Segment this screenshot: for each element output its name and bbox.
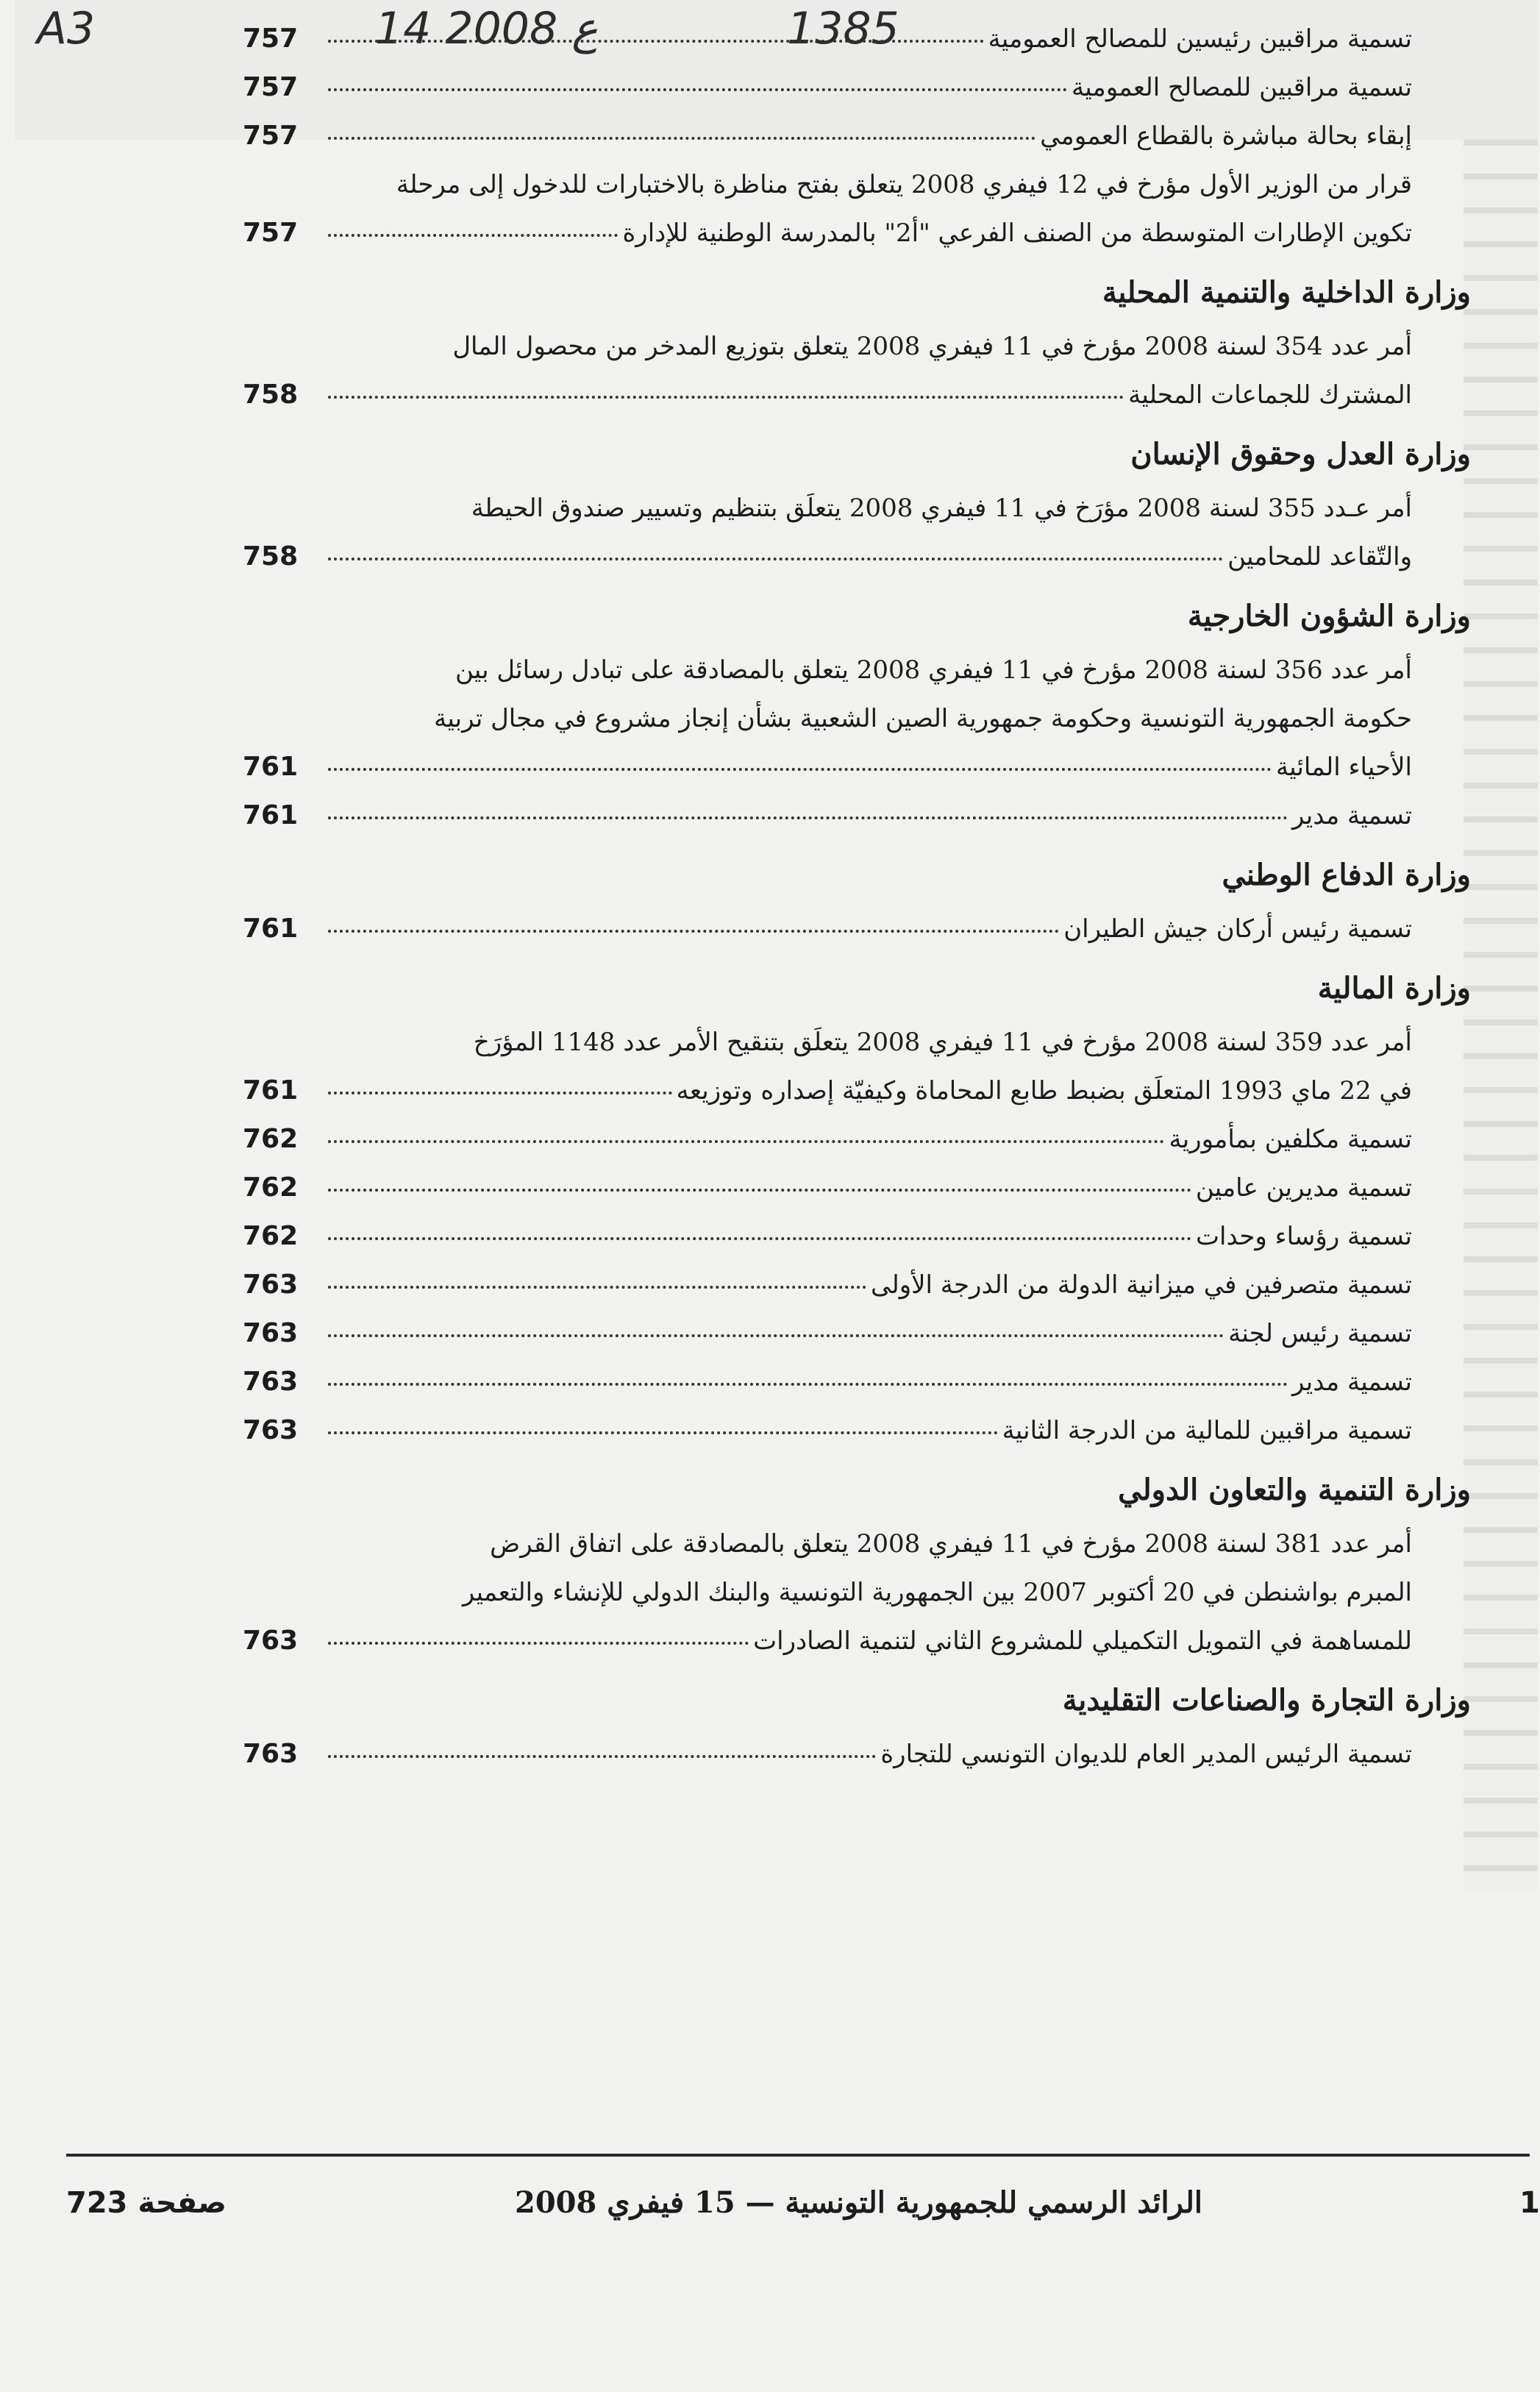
toc-entry-line: أمر عدد 356 لسنة 2008 مؤرخ في 11 فيفري 2008 يتعلق بالمصادقة على تبادل رسائل بين (455, 655, 1412, 685)
toc-page-number: 763 (243, 1367, 299, 1397)
toc-page-number: 757 (243, 218, 299, 248)
toc-entry-title: تسمية مديرين عامين (1195, 1173, 1412, 1203)
toc-entry-row (243, 209, 1471, 257)
toc-page-number: 762 (243, 1221, 299, 1251)
toc-entry-line: المبرم بواشنطن في 20 أكتوبر 2007 بين الجمهورية التونسية والبنك الدولي للإنشاء والتعمير (462, 1578, 1412, 1607)
toc-entry-title: تسمية مراقبين للمالية من الدرجة الثانية (1002, 1416, 1412, 1445)
toc-entry (243, 1115, 1471, 1164)
toc-entry-title: الأحياء المائية (1275, 752, 1412, 782)
toc-entry (243, 1261, 1471, 1309)
dot-leader (328, 816, 1288, 819)
dot-leader (328, 1189, 1191, 1192)
handwritten-date: 14 ع 2008 (375, 3, 598, 54)
toc-entry-title: تسمية مراقبين للمصالح العمومية (1072, 73, 1412, 102)
section-heading: وزارة الداخلية والتنمية المحلية (1102, 275, 1471, 310)
toc-entry (243, 1520, 1471, 1665)
bleed-through-margin (1464, 140, 1538, 1890)
footer-publication: الرائد الرسمي للجمهورية التونسية — 15 فيفري 2008 (515, 2185, 1202, 2220)
dot-leader (328, 40, 984, 43)
toc-entry (243, 484, 1471, 581)
toc-entry (243, 1358, 1471, 1406)
toc-entry (243, 1730, 1471, 1779)
toc-entry-row (243, 1358, 1471, 1406)
toc-page-number: 757 (243, 121, 299, 151)
toc-entry (243, 63, 1471, 112)
toc-entry (243, 791, 1471, 840)
toc-entry-row (243, 905, 1471, 953)
toc-entry (243, 322, 1471, 419)
toc-entry-title: إبقاء بحالة مباشرة بالقطاع العمومي (1040, 121, 1412, 151)
toc-entry (243, 1018, 1471, 1115)
dot-leader (328, 1140, 1164, 1143)
toc-page-number: 763 (243, 1626, 299, 1656)
toc-entry-line: أمر عدد 381 لسنة 2008 مؤرخ في 11 فيفري 2008 يتعلق بالمصادقة على اتفاق القرض (490, 1529, 1412, 1559)
toc-entry-line: أمر عـدد 355 لسنة 2008 مؤرَخ في 11 فيفري 2008 يتعلَق بتنظيم وتسيير صندوق الحيطة (471, 494, 1412, 523)
dot-leader (328, 1755, 876, 1758)
toc-entry-line: أمر عدد 354 لسنة 2008 مؤرخ في 11 فيفري 2008 يتعلق بتوزيع المدخر من محصول المال (452, 332, 1412, 361)
toc-entry-row (243, 1730, 1471, 1779)
dot-leader (328, 768, 1272, 771)
toc-entry (243, 646, 1471, 791)
toc-entry-title: تسمية رؤساء وحدات (1196, 1222, 1412, 1251)
toc-page-number: 763 (243, 1415, 299, 1445)
toc-entry-line: أمر عدد 359 لسنة 2008 مؤرخ في 11 فيفري 2008 يتعلَق بتنقيح الأمر عدد 1148 المؤرَخ (473, 1028, 1412, 1057)
toc-entry-title: تسمية مدير (1291, 1367, 1412, 1397)
toc-entry (243, 160, 1471, 257)
toc-entry-row (243, 533, 1471, 581)
toc-page-number: 761 (243, 752, 299, 782)
toc-entry-line: حكومة الجمهورية التونسية وحكومة جمهورية الصين الشعبية بشأن إنجاز مشروع في مجال تربية (434, 704, 1412, 733)
toc-entry-title: في 22 ماي 1993 المتعلَق بضبط طابع المحاماة وكيفيّة إصداره وتوزيعه (676, 1076, 1412, 1106)
toc-entry-row (243, 1115, 1471, 1164)
toc-page-number: 762 (243, 1124, 299, 1154)
footer-rule (66, 2154, 1530, 2157)
toc-entry-title: تسمية متصرفين في ميزانية الدولة من الدرجة الأولى (871, 1270, 1412, 1300)
footer-edge-fragment: 1 (1519, 2186, 1540, 2220)
toc-page-number: 761 (243, 800, 299, 830)
toc-entry-row (243, 791, 1471, 840)
toc-entry (243, 1164, 1471, 1212)
toc-entry-title: والتّقاعد للمحامين (1227, 542, 1412, 572)
toc-entry (243, 1309, 1471, 1358)
toc-page-number: 758 (243, 541, 299, 572)
toc-entry-title: المشترك للجماعات المحلية (1128, 380, 1412, 410)
dot-leader (328, 1334, 1224, 1337)
section-heading: وزارة المالية (1317, 971, 1471, 1005)
toc-entry-row (243, 1261, 1471, 1309)
dot-leader (328, 1431, 998, 1434)
toc-page-number: 758 (243, 380, 299, 410)
toc-entry-row (243, 15, 1471, 63)
toc-entry (243, 905, 1471, 953)
toc-entry-title: تكوين الإطارات المتوسطة من الصنف الفرعي "أ2" بالمدرسة الوطنية للإدارة (622, 218, 1412, 248)
toc-entry-line: قرار من الوزير الأول مؤرخ في 12 فيفري 2008 يتعلق بفتح مناظرة بالاختبارات للدخول إلى مرحلة (396, 170, 1412, 199)
toc-entry (243, 1212, 1471, 1261)
footer-page-label: صفحة 723 (66, 2186, 227, 2220)
toc-page-number: 763 (243, 1739, 299, 1769)
toc-entry-row (243, 1212, 1471, 1261)
toc-page-number: 763 (243, 1270, 299, 1300)
toc-page-number: 761 (243, 1075, 299, 1106)
toc-page-number: 763 (243, 1318, 299, 1348)
dot-leader (328, 137, 1035, 140)
dot-leader (328, 930, 1059, 933)
toc-entry-title: للمساهمة في التمويل التكميلي للمشروع الثاني لتنمية الصادرات (753, 1626, 1412, 1656)
toc-entry-row (243, 1067, 1471, 1115)
dot-leader (328, 1092, 672, 1094)
toc-entry (243, 1406, 1471, 1455)
dot-leader (328, 1237, 1191, 1240)
table-of-contents (243, 15, 1471, 1779)
toc-entry-row (243, 1164, 1471, 1212)
toc-page-number: 757 (243, 72, 299, 102)
section-heading: وزارة الدفاع الوطني (1222, 858, 1471, 892)
handwritten-ref: A3 (37, 3, 96, 54)
toc-entry-row (243, 371, 1471, 419)
handwritten-number: 1385 (787, 3, 899, 54)
dot-leader (328, 88, 1067, 91)
section-heading: وزارة التنمية والتعاون الدولي (1118, 1473, 1471, 1507)
toc-entry-title: تسمية مدير (1291, 801, 1412, 830)
toc-page-number: 762 (243, 1172, 299, 1203)
toc-entry (243, 112, 1471, 160)
toc-entry-row (243, 1406, 1471, 1455)
section-heading: وزارة التجارة والصناعات التقليدية (1062, 1683, 1471, 1718)
toc-entry-row (243, 1309, 1471, 1358)
toc-entry-title: تسمية مراقبين رئيسين للمصالح العمومية (988, 24, 1412, 54)
dot-leader (328, 558, 1223, 560)
toc-entry-row (243, 1617, 1471, 1665)
toc-page-number: 757 (243, 24, 299, 54)
toc-entry-title: تسمية رئيس لجنة (1228, 1319, 1412, 1348)
dot-leader (328, 234, 618, 237)
toc-entry-title: تسمية مكلفين بمأمورية (1169, 1125, 1412, 1154)
toc-entry (243, 15, 1471, 63)
toc-entry-title: تسمية رئيس أركان جيش الطيران (1063, 914, 1412, 944)
toc-entry-title: تسمية الرئيس المدير العام للديوان التونسي للتجارة (880, 1740, 1412, 1769)
toc-entry-row (243, 743, 1471, 791)
dot-leader (328, 1642, 749, 1645)
dot-leader (328, 1286, 866, 1289)
dot-leader (328, 1383, 1288, 1386)
toc-page-number: 761 (243, 914, 299, 944)
toc-entry-row (243, 112, 1471, 160)
section-heading: وزارة العدل وحقوق الإنسان (1130, 437, 1471, 471)
toc-entry-row (243, 63, 1471, 112)
section-heading: وزارة الشؤون الخارجية (1187, 599, 1471, 633)
dot-leader (328, 396, 1124, 399)
